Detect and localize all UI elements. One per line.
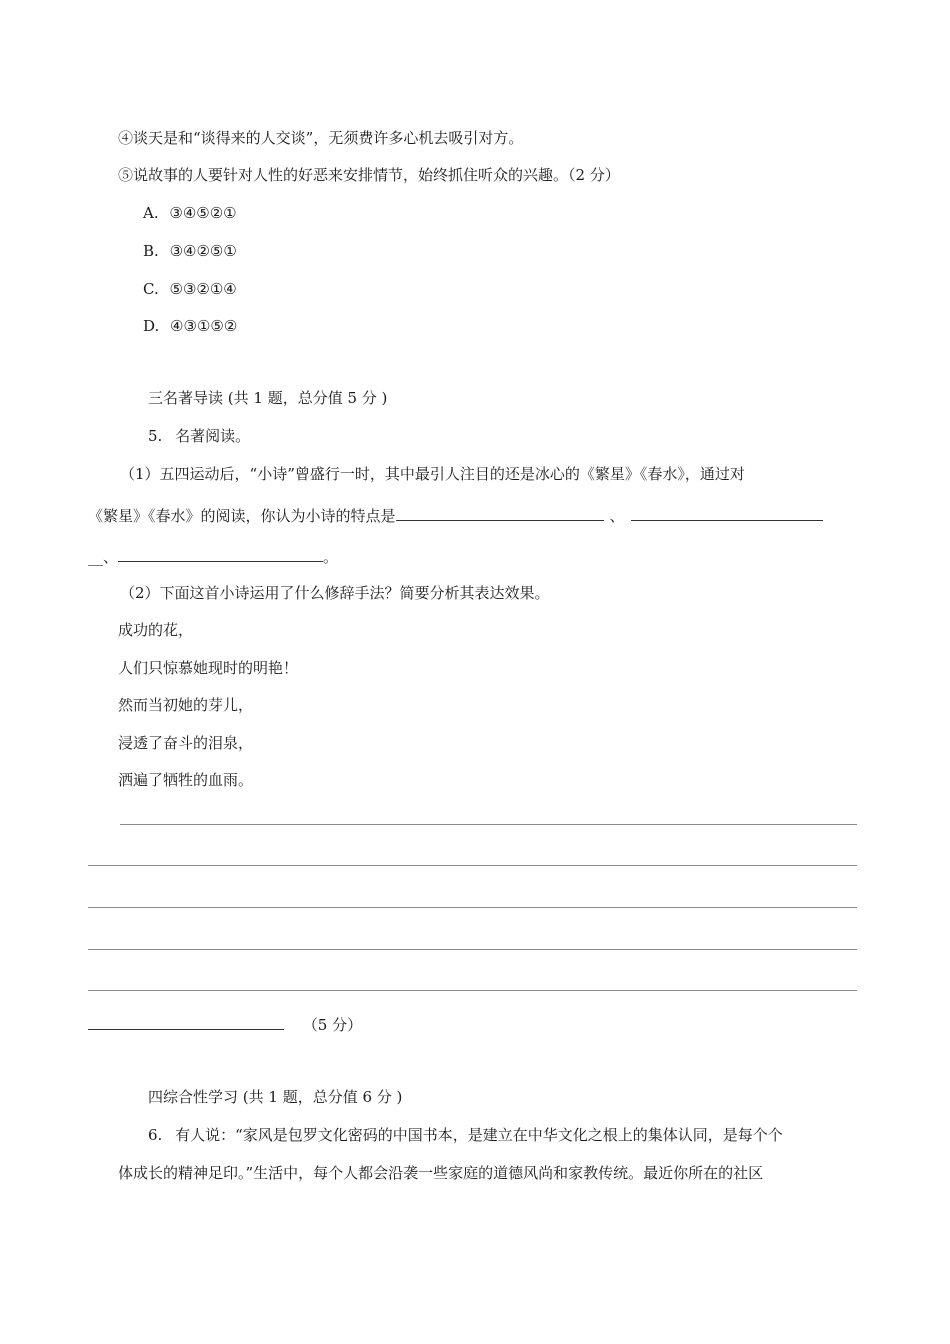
question-5-heading <box>148 426 250 446</box>
option-text: ③④⑤②① <box>169 204 237 222</box>
statement-text: 说故事的人要针对人性的好恶来安排情节，始终抓住听众的兴趣。（2 分） <box>133 166 620 184</box>
question-5-part2: （2）下面这首小诗运用了什么修辞手法？简要分析其表达效果。 <box>120 584 550 602</box>
option-letter: C. <box>143 280 159 298</box>
option-text: ④③①⑤② <box>170 317 238 335</box>
poem-line: 然而当初她的芽儿， <box>118 696 254 714</box>
separator: 、 <box>609 507 625 525</box>
answer-blank-final[interactable] <box>88 1015 284 1030</box>
blank-continuation: __、 <box>88 548 119 566</box>
poem-line: 浸透了奋斗的泪泉， <box>118 734 254 752</box>
option-letter: B. <box>143 242 159 260</box>
option-b[interactable] <box>143 241 237 261</box>
poem-line: 人们只惊慕她现时的明艳！ <box>118 659 299 677</box>
option-letter: A. <box>143 204 159 222</box>
part1-prompt: 《繁星》《春水》的阅读，你认为小诗的特点是 <box>88 507 396 525</box>
question-number: 6. <box>148 1126 163 1144</box>
answer-line[interactable] <box>88 907 857 908</box>
option-text: ⑤③②①④ <box>169 280 237 298</box>
answer-line[interactable] <box>120 824 857 825</box>
statement-text: 谈天是和“谈得来的人交谈”，无须费许多心机去吸引对方。 <box>133 129 524 147</box>
statement-number: ⑤ <box>118 166 134 184</box>
question-5-part1-line3 <box>88 547 338 567</box>
section-3-title: 三名著导读 (共 1 题，总分值 5 分 ) <box>148 389 388 407</box>
question-6-line1 <box>148 1125 783 1145</box>
statement-5 <box>118 165 620 185</box>
option-letter: D. <box>143 317 160 335</box>
option-c[interactable] <box>143 279 237 299</box>
poem-line: 成功的花， <box>118 621 194 639</box>
section-4-title: 四综合性学习 (共 1 题，总分值 6 分 ) <box>148 1088 403 1106</box>
option-a[interactable] <box>143 203 237 223</box>
statement-4 <box>118 128 523 148</box>
score-label: （5 分） <box>302 1016 363 1034</box>
poem-line: 洒遍了牺牲的血雨。 <box>118 771 254 789</box>
answer-line[interactable] <box>88 865 857 866</box>
answer-blank-3[interactable] <box>118 547 323 562</box>
question-text: 有人说：“家风是包罗文化密码的中国书本，是建立在中华文化之根上的集体认同，是每个个 <box>175 1126 783 1144</box>
statement-number: ④ <box>118 129 134 147</box>
question-6-line2: 体成长的精神足印。”生活中，每个人都会沿袭一些家庭的道德风尚和家教传统。最近你所在的社区 <box>118 1164 764 1182</box>
sentence-end: 。 <box>323 548 339 566</box>
option-d[interactable] <box>143 316 237 336</box>
answer-line[interactable] <box>88 990 857 991</box>
question-number: 5. <box>148 427 163 445</box>
question-5-part1-line2 <box>88 506 823 526</box>
answer-blank-2[interactable] <box>631 506 823 521</box>
question-5-part1-line1: （1）五四运动后，“小诗”曾盛行一时，其中最引人注目的还是冰心的《繁星》《春水》，通过对 <box>120 465 745 483</box>
question-title: 名著阅读。 <box>175 427 251 445</box>
option-text: ③④②⑤① <box>169 242 237 260</box>
answer-line[interactable] <box>88 949 857 950</box>
answer-blank-1[interactable] <box>396 506 604 521</box>
answer-final-line <box>88 1015 362 1035</box>
